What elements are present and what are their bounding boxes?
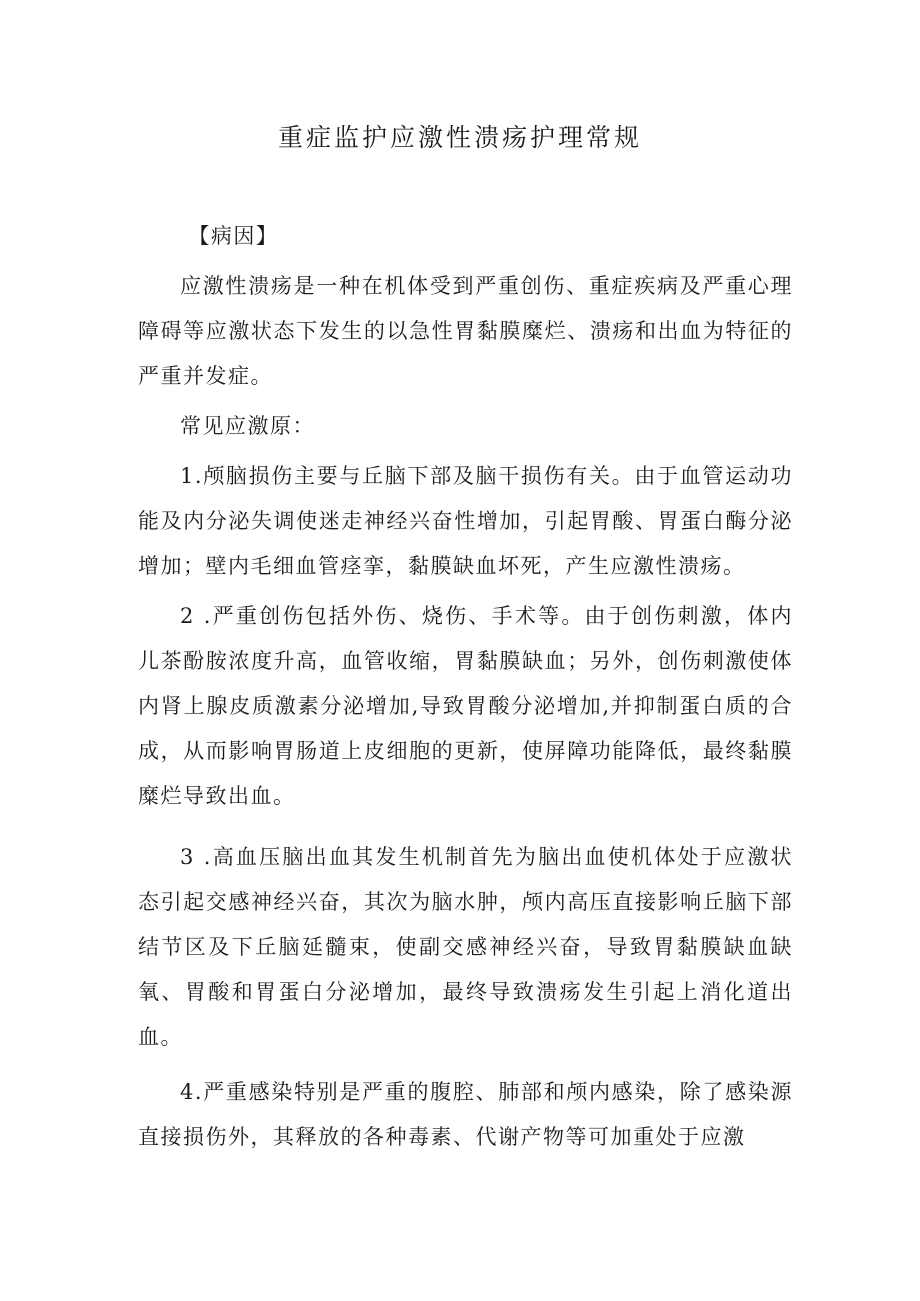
document-body: [138, 214, 793, 1160]
paragraph-stressors-intro: 常见应激原：: [180, 414, 315, 438]
paragraph-item-4: 4.严重感染特别是严重的腹腔、肺部和颅内感染，除了感染源直接损伤外，其释放的各种毒素、代谢产物等可加重处于应激: [138, 1080, 793, 1149]
paragraph-item-2: 2 .严重创伤包括外伤、烧伤、手术等。由于创伤刺激，体内儿茶酚胺浓度升高，血管收缩，胃黏膜缺血；另外，创伤刺激使体内肾上腺皮质激素分泌增加,导致胃酸分泌增加,并抑制蛋白质的合成，从而影响胃肠道上皮细胞的更新，使屏障功能降低，最终黏膜糜烂导致出血。: [138, 604, 793, 808]
document-title: 重症监护应激性溃疡护理常规: [277, 123, 642, 152]
section-heading-cause: 【病因】: [188, 224, 279, 248]
paragraph-definition: 应激性溃疡是一种在机体受到严重创伤、重症疾病及严重心理障碍等应激状态下发生的以急性胃黏膜糜烂、溃疡和出血为特征的严重并发症。: [138, 274, 793, 388]
paragraph-item-1: 1.颅脑损伤主要与丘脑下部及脑干损伤有关。由于血管运动功能及内分泌失调使迷走神经兴奋性增加，引起胃酸、胃蛋白酶分泌增加；壁内毛细血管痉挛，黏膜缺血坏死，产生应激性溃疡。: [138, 464, 793, 578]
paragraph-item-3: 3 .高血压脑出血其发生机制首先为脑出血使机体处于应激状态引起交感神经兴奋，其次为脑水肿，颅内高压直接影响丘脑下部结节区及下丘脑延髓束，使副交感神经兴奋，导致胃黏膜缺血缺氧、胃酸和胃蛋白分泌增加，最终导致溃疡发生引起上消化道出血。: [138, 845, 793, 1049]
